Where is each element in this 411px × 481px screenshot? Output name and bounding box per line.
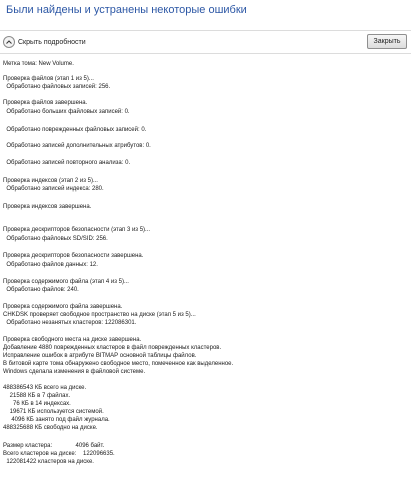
log-line: Проверка дескрипторов безопасности (этап 3 из 5)... bbox=[3, 227, 151, 233]
log-line: Обработано записей повторного анализа: 0. bbox=[3, 160, 131, 166]
log-line: Проверка файлов завершена. bbox=[3, 100, 88, 106]
chevron-up-icon bbox=[3, 36, 15, 48]
log-line: 4096 КБ занято под файл журнала. bbox=[3, 417, 110, 423]
hide-details-label: Скрыть подробности bbox=[18, 38, 86, 46]
log-line: Обработано поврежденных файловых записей: 0. bbox=[3, 127, 147, 133]
close-button[interactable]: Закрыть bbox=[367, 34, 407, 49]
log-line: Обработано записей индекса: 280. bbox=[3, 186, 104, 192]
log-line: CHKDSK проверяет свободное пространство на диске (этап 5 из 5)... bbox=[3, 312, 196, 318]
details-log bbox=[0, 53, 411, 481]
log-line: Обработано больших файловых записей: 0. bbox=[3, 109, 130, 115]
log-line: 488325688 КБ свободно на диске. bbox=[3, 425, 98, 431]
log-line: Проверка индексов (этап 2 из 5)... bbox=[3, 178, 98, 184]
log-line: 76 КБ в 14 индексах. bbox=[3, 401, 71, 407]
log-line: Проверка свободного места на диске завершена. bbox=[3, 337, 142, 343]
log-line: Проверка содержимого файла (этап 4 из 5)... bbox=[3, 279, 129, 285]
log-line: Размер кластера: 4096 байт. bbox=[3, 443, 105, 449]
log-line: Windows сделала изменения в файловой системе. bbox=[3, 369, 146, 375]
log-line: Добавление 4880 поврежденных кластеров в файл поврежденных кластеров. bbox=[3, 345, 222, 351]
log-line: Метка тома: New Volume. bbox=[3, 61, 74, 67]
result-title: Были найдены и устранены некоторые ошибки bbox=[6, 4, 247, 16]
log-line: Обработано незанятых кластеров: 122086301. bbox=[3, 320, 137, 326]
log-line: 488386543 КБ всего на диске. bbox=[3, 385, 87, 391]
log-line: В битовой карте тома обнаружено свободное место, помеченное как выделенное. bbox=[3, 361, 234, 367]
log-line: Обработано файлов: 240. bbox=[3, 287, 79, 293]
log-line: Проверка содержимого файла завершена. bbox=[3, 304, 123, 310]
log-line: 21588 КБ в 7 файлах. bbox=[3, 393, 71, 399]
log-line: Исправление ошибок в атрибуте BITMAP основной таблицы файлов. bbox=[3, 353, 197, 359]
log-line: 19671 КБ используется системой. bbox=[3, 409, 104, 415]
log-line: Проверка индексов завершена. bbox=[3, 204, 92, 210]
log-line: Обработано файлов данных: 12. bbox=[3, 262, 98, 268]
details-toolbar bbox=[0, 30, 411, 53]
log-line: Обработано файловых SD/SID: 256. bbox=[3, 236, 108, 242]
log-line: Проверка файлов (этап 1 из 5)... bbox=[3, 76, 94, 82]
log-line: 122081422 кластеров на диске. bbox=[3, 459, 94, 465]
log-line: Обработано записей дополнительных атрибутов: 0. bbox=[3, 143, 151, 149]
hide-details-toggle[interactable] bbox=[3, 36, 86, 48]
dialog-header bbox=[0, 0, 411, 28]
log-line: Обработано файловых записей: 256. bbox=[3, 84, 111, 90]
log-line: Проверка дескрипторов безопасности завершена. bbox=[3, 253, 144, 259]
log-line: Всего кластеров на диске: 122096635. bbox=[3, 451, 115, 457]
